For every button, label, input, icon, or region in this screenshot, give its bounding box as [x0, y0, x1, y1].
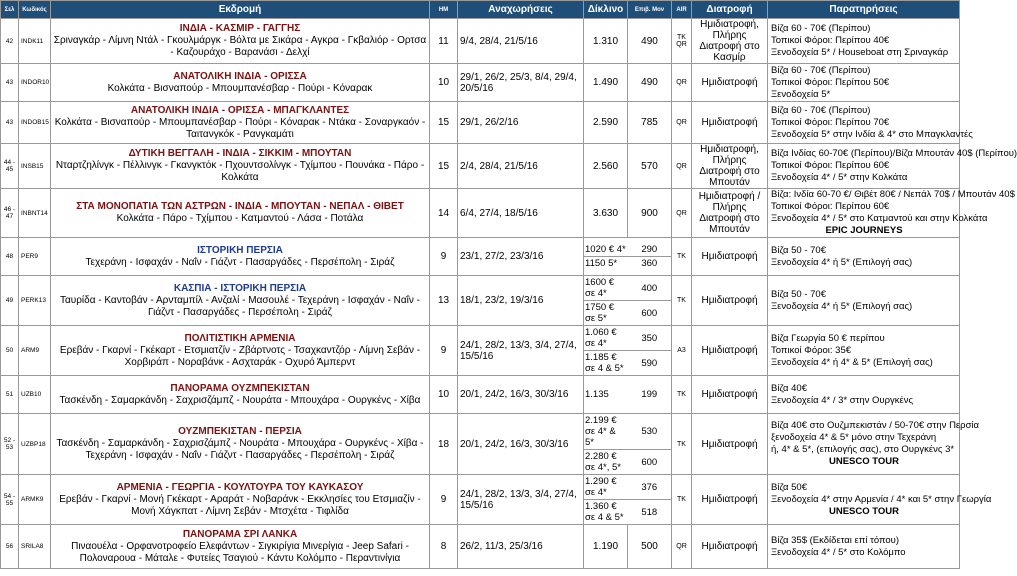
note-line: EPIC JOURNEYS — [825, 225, 903, 236]
tour-route — [51, 475, 430, 525]
table-row — [1, 189, 960, 238]
price-option — [584, 301, 671, 326]
airline: TK — [672, 276, 692, 326]
notes — [768, 64, 960, 102]
price-option — [584, 276, 671, 301]
tour-code: INDOR10 — [19, 64, 51, 102]
table-row — [1, 475, 960, 525]
tour-title: ΚΑΣΠΙΑ - ΙΣΤΟΡΙΚΗ ΠΕΡΣΙΑ — [173, 282, 307, 294]
note-line: Βίζα Γεωργία 50 € περίπου — [771, 332, 885, 344]
single-supplement: 518 — [641, 506, 658, 518]
meal-plan: Ημιδιατροφή — [692, 238, 768, 276]
tour-title: ΠΑΝΟΡΑΜΑ ΣΡΙ ΛΑΝΚΑ — [182, 528, 298, 540]
double-price: 1.310 — [584, 19, 628, 64]
tour-code: UZB10 — [19, 376, 51, 414]
note-line: Ξενοδοχεία 5* — [771, 88, 831, 100]
note-line: ή, 4* & 5*, (επιλογής σας), στο Ουργκένς 3* — [771, 444, 955, 455]
table-row — [1, 19, 960, 64]
double-price: 1600 € σε 4* — [584, 276, 628, 301]
tour-itinerary: Τεχεράνη - Ισφαχάν - Ναΐν - Γιάζντ - Πασαργάδες - Περσέπολη - Σιράζ — [85, 256, 395, 268]
tour-itinerary: Τασκένδη - Σαμαρκάνδη - Σαχρισζάμπζ - Νουράτα - Μπουχάρα - Ουργκένς - Χίβα - Τεχεράνη - Ισφαχάν - Ναΐν - Γιάζντ - Πασαργάδες - Περσέπολη - Σιράζ — [56, 438, 424, 461]
double-price: 2.199 € σε 4* & 5* — [584, 414, 628, 450]
tour-dates: 18/1, 23/2, 19/3/16 — [458, 276, 584, 326]
tour-days: 11 — [430, 19, 458, 64]
meal-plan: Ημιδιατροφή — [692, 475, 768, 525]
single-supplement: 290 — [628, 243, 672, 257]
tour-route — [51, 276, 430, 326]
tour-title: ΙΝΔΙΑ - ΚΑΣΜΙΡ - ΓΑΓΓΗΣ — [179, 23, 301, 34]
single-supplement: 785 — [628, 102, 672, 144]
price-option — [584, 500, 671, 525]
price-option — [584, 351, 671, 376]
notes — [768, 525, 960, 569]
page-number: 48 — [1, 238, 19, 276]
tour-code: ARMK9 — [19, 475, 51, 525]
note-line: Τοπικοί Φόροι: Περίπου 50€ — [771, 76, 890, 88]
table-row — [1, 238, 960, 276]
tour-title: ΣΤΑ ΜΟΝΟΠΑΤΙΑ ΤΩΝ ΑΣΤΡΩΝ - ΙΝΔΙΑ - ΜΠΟΥΤΑΝ - ΝΕΠΑΛ - ΘΙΒΕΤ — [76, 201, 404, 212]
note-line: Βίζα Ινδίας 60-70€ (Περίπου)/Βίζα Μπουτάν 40$ (Περίπου) — [771, 148, 1017, 159]
airline: QR — [672, 189, 692, 238]
price-option — [584, 388, 671, 401]
tour-days: 18 — [430, 414, 458, 475]
col-header-price: Δίκλινο — [584, 1, 628, 19]
tour-code: SRILA8 — [19, 525, 51, 569]
tour-route — [51, 238, 430, 276]
tour-route — [51, 102, 430, 144]
tour-itinerary: Κολκάτα - Πάρο - Τχίμπου - Κατμαντού - Λάσα - Ποτάλα — [116, 213, 364, 224]
double-price: 1150 5* — [585, 258, 618, 269]
tour-code: INDOB15 — [19, 102, 51, 144]
note-line: Τοπικοί Φόροι: Περίπου 70€ — [771, 116, 890, 128]
single-supplement: 360 — [641, 258, 658, 269]
note-line: Βίζα 40€ — [771, 382, 807, 394]
note-line: Ξενοδοχεία 4* ή 5* (Επιλογή σας) — [771, 256, 913, 268]
tour-itinerary: Κολκάτα - Βισναπούρ - Μπουμπανέσβαρ - Πούρι - Κόναρακ - Ντάκα - Σοναργκαόν - Ταιτανγκόκ - Ρανγκαμάτι — [54, 116, 426, 140]
col-header-food: Διατροφή — [692, 1, 768, 19]
tour-code: INDK11 — [19, 19, 51, 64]
double-price: 1020 € 4* — [585, 244, 626, 255]
tour-itinerary: Κολκάτα - Βισναπούρ - Μπουμπανέσβαρ - Πούρι - Κόναρακ — [107, 82, 373, 94]
tour-route — [51, 19, 430, 64]
price-options — [584, 414, 672, 475]
single-supplement: 500 — [628, 525, 672, 569]
single-supplement: 900 — [628, 189, 672, 238]
meal-plan: Ημιδιατροφή / Πλήρης Διατροφή στο Μπουτάν — [692, 189, 768, 238]
meal-plan: Ημιδιατροφή — [692, 414, 768, 475]
price-option — [584, 475, 671, 500]
tour-route — [51, 144, 430, 189]
tour-dates: 6/4, 27/4, 18/5/16 — [458, 189, 584, 238]
tour-dates: 24/1, 28/2, 13/3, 3/4, 27/4, 15/5/16 — [458, 475, 584, 525]
tour-route — [51, 376, 430, 414]
double-price: 2.560 — [584, 144, 628, 189]
tour-title: ΑΡΜΕΝΙΑ - ΓΕΩΡΓΙΑ - ΚΟΥΛΤΟΥΡΑ ΤΟΥ ΚΑΥΚΑΣΟΥ — [116, 481, 364, 493]
double-price: 1.290 € σε 4* — [584, 475, 628, 500]
tour-dates: 29/1, 26/2, 25/3, 8/4, 29/4, 20/5/16 — [458, 64, 584, 102]
double-price: 1.135 — [585, 389, 609, 400]
note-line: Ξενοδοχεία 4* / 5* στο Κολόμπο — [771, 546, 906, 558]
single-supplement: 490 — [628, 64, 672, 102]
tour-days: 15 — [430, 102, 458, 144]
price-option — [584, 243, 671, 257]
tour-title: ΠΟΛΙΤΙΣΤΙΚΗ ΑΡΜΕΝΙΑ — [184, 332, 296, 344]
single-supplement: 590 — [641, 357, 658, 369]
tour-code: PERK13 — [19, 276, 51, 326]
page-number: 49 — [1, 276, 19, 326]
tour-dates: 20/1, 24/2, 16/3, 30/3/16 — [458, 376, 584, 414]
price-option-list — [584, 243, 671, 270]
price-option — [584, 257, 671, 271]
single-supplement: 350 — [628, 326, 672, 351]
airline: TK QR — [672, 19, 692, 64]
col-header-single: Επιβ. Μον — [628, 1, 672, 19]
tour-dates: 20/1, 24/2, 16/3, 30/3/16 — [458, 414, 584, 475]
page-number: 54 - 55 — [1, 475, 19, 525]
notes — [768, 19, 960, 64]
tour-itinerary: Ερεβάν - Γκαρνί - Μονή Γκέκαρτ - Αραράτ - Νοβαράνκ - Εκκλησίες του Ετσμιαζίν - Μονή Χάγκπατ - Λίμνη Σεβάν - Μτσχέτα - Τιφλίδα — [59, 493, 421, 517]
table-row — [1, 276, 960, 326]
tour-title: ΟΥΖΜΠΕΚΙΣΤΑΝ - ΠΕΡΣΙΑ — [178, 426, 302, 437]
note-line: Βίζα 60 - 70€ (Περίπου) — [771, 64, 871, 76]
tour-itinerary: Τασκένδη - Σαμαρκάνδη - Σαχρισζάμπζ - Νουράτα - Μπουχάρα - Ουργκένς - Χίβα — [59, 394, 421, 406]
tour-title: ΠΑΝΟΡΑΜΑ ΟΥΖΜΠΕΚΙΣΤΑΝ — [170, 382, 310, 394]
note-line: Ξενοδοχεία 4* ή 4* & 5* (Επιλογή σας) — [771, 356, 933, 368]
tour-itinerary: Ερεβάν - Γκαρνί - Γκέκαρτ - Ετσμιατζίν - Ζβάρτνοτς - Τσαχκαντζόρ - Λίμνη Σεβάν - Χορβιράπ - Νοραβάνκ - Ασχταράκ - Οχυρό Άμπερντ — [59, 344, 421, 368]
tour-route — [51, 414, 430, 475]
airline: A3 — [672, 326, 692, 376]
airline: QR — [672, 144, 692, 189]
tour-days: 13 — [430, 276, 458, 326]
tour-route — [51, 525, 430, 569]
double-price: 1.185 € σε 4 & 5* — [585, 352, 624, 374]
tour-itinerary: Σριναγκάρ - Λίμνη Ντάλ - Γκουλμάργκ - Βόλτα με Σικάρα - Αγκρα - Γκβαλιόρ - Ορτσα - Καζουράχο - Βαρανάσι - Δελχί — [53, 35, 427, 58]
col-header-page: Σελ — [1, 1, 19, 19]
tour-dates: 29/1, 26/2/16 — [458, 102, 584, 144]
tour-code: ARM9 — [19, 326, 51, 376]
note-line: Βίζα: Ινδία 60-70 €/ Θιβέτ 80€ / Νεπάλ 70$ / Μπουτάν 40$ — [771, 189, 1015, 200]
double-price: 3.630 — [584, 189, 628, 238]
table-row — [1, 376, 960, 414]
tour-route — [51, 326, 430, 376]
double-price: 1.060 € σε 4* — [584, 326, 628, 351]
note-line: Βίζα 60 - 70€ (Περίπου) — [771, 104, 871, 116]
meal-plan: Ημιδιατροφή — [692, 525, 768, 569]
tour-route — [51, 189, 430, 238]
single-supplement: 600 — [641, 307, 658, 319]
notes — [768, 144, 1017, 189]
page-number: 44 - 45 — [1, 144, 19, 189]
airline: QR — [672, 64, 692, 102]
airline: QR — [672, 525, 692, 569]
note-line: UNESCO TOUR — [828, 505, 900, 517]
single-supplement: 490 — [628, 19, 672, 64]
price-options — [584, 376, 672, 414]
single-supplement: 530 — [628, 414, 672, 450]
note-line: Βίζα 50 - 70€ — [771, 288, 826, 300]
table-row — [1, 144, 960, 189]
note-line: Ξενοδοχεία 4* / 5* στο Κατμαντού και στην Κολκάτα — [771, 213, 988, 224]
tour-route — [51, 64, 430, 102]
price-option-list — [584, 388, 671, 401]
airline: TK — [672, 475, 692, 525]
notes — [768, 276, 960, 326]
tour-code: INSB15 — [19, 144, 51, 189]
price-option — [584, 326, 671, 351]
table-row — [1, 102, 960, 144]
note-line: Βίζα 50€ — [771, 481, 807, 493]
tour-days: 9 — [430, 326, 458, 376]
price-options — [584, 238, 672, 276]
price-option — [584, 450, 671, 475]
single-supplement: 376 — [628, 475, 672, 500]
page-number: 56 — [1, 525, 19, 569]
page-number: 46 - 47 — [1, 189, 19, 238]
tour-dates: 2/4, 28/4, 21/5/16 — [458, 144, 584, 189]
tour-days: 10 — [430, 376, 458, 414]
price-option-list — [584, 475, 671, 524]
meal-plan: Ημιδιατροφή, Πλήρης Διατροφή στο Μπουτάν — [692, 144, 768, 189]
notes — [768, 326, 960, 376]
tour-days: 8 — [430, 525, 458, 569]
tour-title: ΔΥΤΙΚΗ ΒΕΓΓΑΛΗ - ΙΝΔΙΑ - ΣΙΚΚΙΜ - ΜΠΟΥΤΑΝ — [128, 148, 352, 159]
page-number: 43 — [1, 64, 19, 102]
table-body — [1, 19, 1017, 569]
table-row — [1, 64, 960, 102]
meal-plan: Ημιδιατροφή — [692, 326, 768, 376]
tour-itinerary: Νταρτζηλίνγκ - Πέλλινγκ - Γκανγκτόκ - Πχουντσολίνγκ - Τχίμπου - Πουνάκα - Πάρο - Κολκάτα — [55, 160, 425, 183]
note-line: Τοπικοί Φόροι: Περίπου 40€ — [771, 35, 890, 46]
page-number: 50 — [1, 326, 19, 376]
tour-code: INBNT14 — [19, 189, 51, 238]
airline: TK — [672, 414, 692, 475]
tour-dates: 23/1, 27/2, 23/3/16 — [458, 238, 584, 276]
price-options — [584, 276, 672, 326]
note-line: Τοπικοί Φόροι: Περίπου 60€ — [771, 201, 890, 212]
airline: TK — [672, 376, 692, 414]
meal-plan: Ημιδιατροφή — [692, 276, 768, 326]
note-line: Τοπικοί Φόροι: Περίπου 60€ — [771, 160, 890, 171]
single-supplement: 600 — [641, 456, 658, 468]
double-price: 1.490 — [584, 64, 628, 102]
double-price: 1.190 — [584, 525, 628, 569]
meal-plan: Ημιδιατροφή — [692, 64, 768, 102]
col-header-notes: Παρατηρήσεις — [768, 1, 960, 19]
note-line: Βίζα 50 - 70€ — [771, 244, 826, 256]
header-row — [1, 1, 960, 19]
meal-plan: Ημιδιατροφή, Πλήρης Διατροφή στο Κασμίρ — [692, 19, 768, 64]
note-line: Τοπικοί Φόροι: 35€ — [771, 344, 852, 356]
tour-itinerary: Ταυρίδα - Καντοβάν - Αρνταμπίλ - Ανζαλί - Μασουλέ - Τεχεράνη - Ισφαχάν - Ναΐν - Γιάζντ - Πασαργάδες - Περσέπολη - Σιράζ — [59, 294, 421, 318]
double-price: 2.590 — [584, 102, 628, 144]
airline: QR — [672, 102, 692, 144]
price-options — [584, 326, 672, 376]
notes — [768, 102, 973, 144]
table-row — [1, 326, 960, 376]
notes — [768, 189, 1015, 238]
price-option-list — [584, 276, 671, 325]
col-header-dates: Αναχωρήσεις — [458, 1, 584, 19]
price-option-list — [584, 326, 671, 375]
notes — [768, 238, 960, 276]
tour-days: 10 — [430, 64, 458, 102]
page-number: 51 — [1, 376, 19, 414]
note-line: Ξενοδοχεία 4* ή 5* (Επιλογή σας) — [771, 300, 913, 312]
col-header-air: AIR — [672, 1, 692, 19]
tour-code: PER9 — [19, 238, 51, 276]
single-supplement: 570 — [628, 144, 672, 189]
meal-plan: Ημιδιατροφή — [692, 376, 768, 414]
tour-title: ΙΣΤΟΡΙΚΗ ΠΕΡΣΙΑ — [197, 244, 283, 256]
tour-itinerary: Πιναουέλα - Ορφανοτροφείο Ελεφάντων - Σιγκιρίγια Μινερίγια - Jeep Safari - Πολοναρουα - Μάταλε - Φυτείες Τσαγιού - Κάντυ Κολόμπο - Περαντινίγια — [71, 540, 409, 564]
single-supplement: 400 — [628, 276, 672, 301]
page-number: 52 - 53 — [1, 414, 19, 475]
page-number: 43 — [1, 102, 19, 144]
tour-days: 9 — [430, 475, 458, 525]
double-price: 1.360 € σε 4 & 5* — [585, 501, 624, 523]
tour-title: ΑΝΑΤΟΛΙΚΗ ΙΝΔΙΑ - ΟΡΙΣΣΑ — [173, 70, 307, 82]
page-number: 42 — [1, 19, 19, 64]
notes — [768, 414, 980, 475]
single-supplement: 199 — [641, 389, 658, 400]
double-price: 2.280 € σε 4*, 5* — [585, 451, 621, 473]
note-line: ξενοδοχεία 4* & 5* μόνο στην Τεχεράνη — [771, 432, 937, 443]
tour-days: 9 — [430, 238, 458, 276]
note-line: Ξενοδοχεία 5* / Houseboat στη Σριναγκάρ — [771, 47, 949, 58]
double-price: 1750 € σε 5* — [585, 302, 615, 324]
notes — [768, 376, 960, 414]
tour-dates: 9/4, 28/4, 21/5/16 — [458, 19, 584, 64]
price-option-list — [584, 414, 671, 474]
tour-dates: 26/2, 11/3, 25/3/16 — [458, 525, 584, 569]
tour-dates: 24/1, 28/2, 13/3, 3/4, 27/4, 15/5/16 — [458, 326, 584, 376]
note-line: Βίζα 35$ (Εκδίδεται επί τόπου) — [771, 534, 900, 546]
note-line: Ξενοδοχεία 4* στην Αρμενία / 4* και 5* στην Γεωργία — [771, 493, 992, 505]
col-header-route: Εκδρομή — [51, 1, 430, 19]
notes — [768, 475, 992, 525]
tour-title: ΑΝΑΤΟΛΙΚΗ ΙΝΔΙΑ - ΟΡΙΣΣΑ - ΜΠΑΓΚΛΑΝΤΕΣ — [130, 104, 350, 116]
tour-code: UZBP18 — [19, 414, 51, 475]
meal-plan: Ημιδιατροφή — [692, 102, 768, 144]
col-header-code: Κωδικός — [19, 1, 51, 19]
note-line: Ξενοδοχεία 4* / 3* στην Ουργκένς — [771, 394, 914, 406]
airline: TK — [672, 238, 692, 276]
note-line: Βίζα 60 - 70€ (Περίπου) — [771, 23, 871, 34]
price-option — [584, 414, 671, 450]
tour-days: 14 — [430, 189, 458, 238]
tour-days: 15 — [430, 144, 458, 189]
table-row — [1, 414, 960, 475]
table-row — [1, 525, 960, 569]
note-line: Ξενοδοχεία 5* στην Ινδία & 4* στο Μπαγκλαντές — [771, 128, 973, 140]
price-options — [584, 475, 672, 525]
col-header-days: ΗΜ — [430, 1, 458, 19]
note-line: Ξενοδοχεία 4* / 5* στην Κολκάτα — [771, 172, 908, 183]
note-line: UNESCO TOUR — [828, 456, 900, 467]
note-line: Βίζα 40€ στο Ουζμπεκιστάν / 50-70€ στην Περσία — [771, 420, 980, 431]
